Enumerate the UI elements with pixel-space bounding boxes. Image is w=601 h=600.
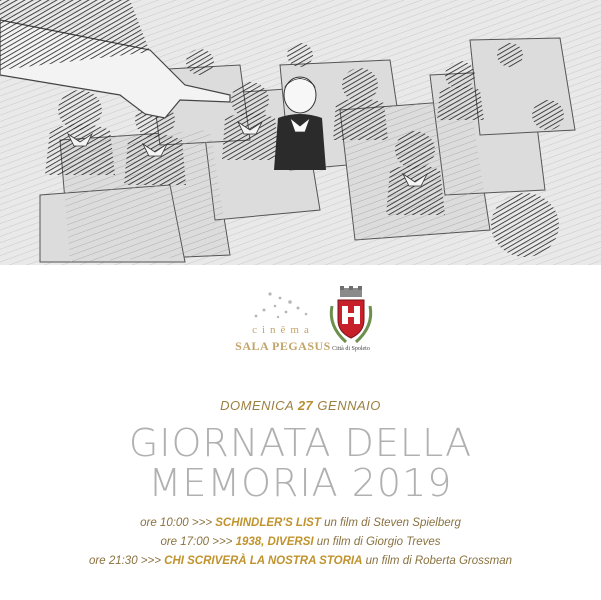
citta-di-spoleto-logo — [326, 286, 376, 376]
screening-credit: un film di Giorgio Treves — [316, 536, 441, 548]
screening-credit: un film di Roberta Grossman — [365, 555, 512, 567]
screening-row — [0, 552, 601, 571]
screening-credit: un film di Steven Spielberg — [324, 517, 461, 529]
date-day: 27 — [297, 398, 314, 413]
screening-film: CHI SCRIVERÀ LA NOSTRA STORIA — [164, 555, 363, 567]
pegasus-stars-icon — [250, 290, 316, 320]
screening-row — [0, 514, 601, 533]
screenings-list — [0, 514, 601, 571]
sala-pegasus-logo — [228, 290, 338, 370]
cinema-word: cinēma — [252, 324, 314, 336]
screening-row — [0, 533, 601, 552]
event-title-line2: MEMORIA 2019 — [148, 461, 453, 505]
screening-film: SCHINDLER'S LIST — [215, 517, 321, 529]
event-date — [0, 398, 601, 413]
date-weekday: DOMENICA — [220, 398, 294, 413]
screening-time: ore 10:00 >>> — [140, 517, 213, 529]
screening-film: 1938, DIVERSI — [235, 536, 314, 548]
logos-row — [0, 280, 601, 375]
cinema-name: SALA PEGASUS — [235, 339, 331, 353]
screening-time: ore 17:00 >>> — [160, 536, 233, 548]
screening-time: ore 21:30 >>> — [89, 555, 161, 567]
date-month: GENNAIO — [317, 398, 381, 413]
city-coat-of-arms-icon — [326, 286, 376, 346]
classroom-illustration — [0, 0, 601, 265]
event-title-line1: GIORNATA DELLA — [128, 421, 473, 465]
city-caption: Città di Spoleto — [332, 346, 370, 352]
